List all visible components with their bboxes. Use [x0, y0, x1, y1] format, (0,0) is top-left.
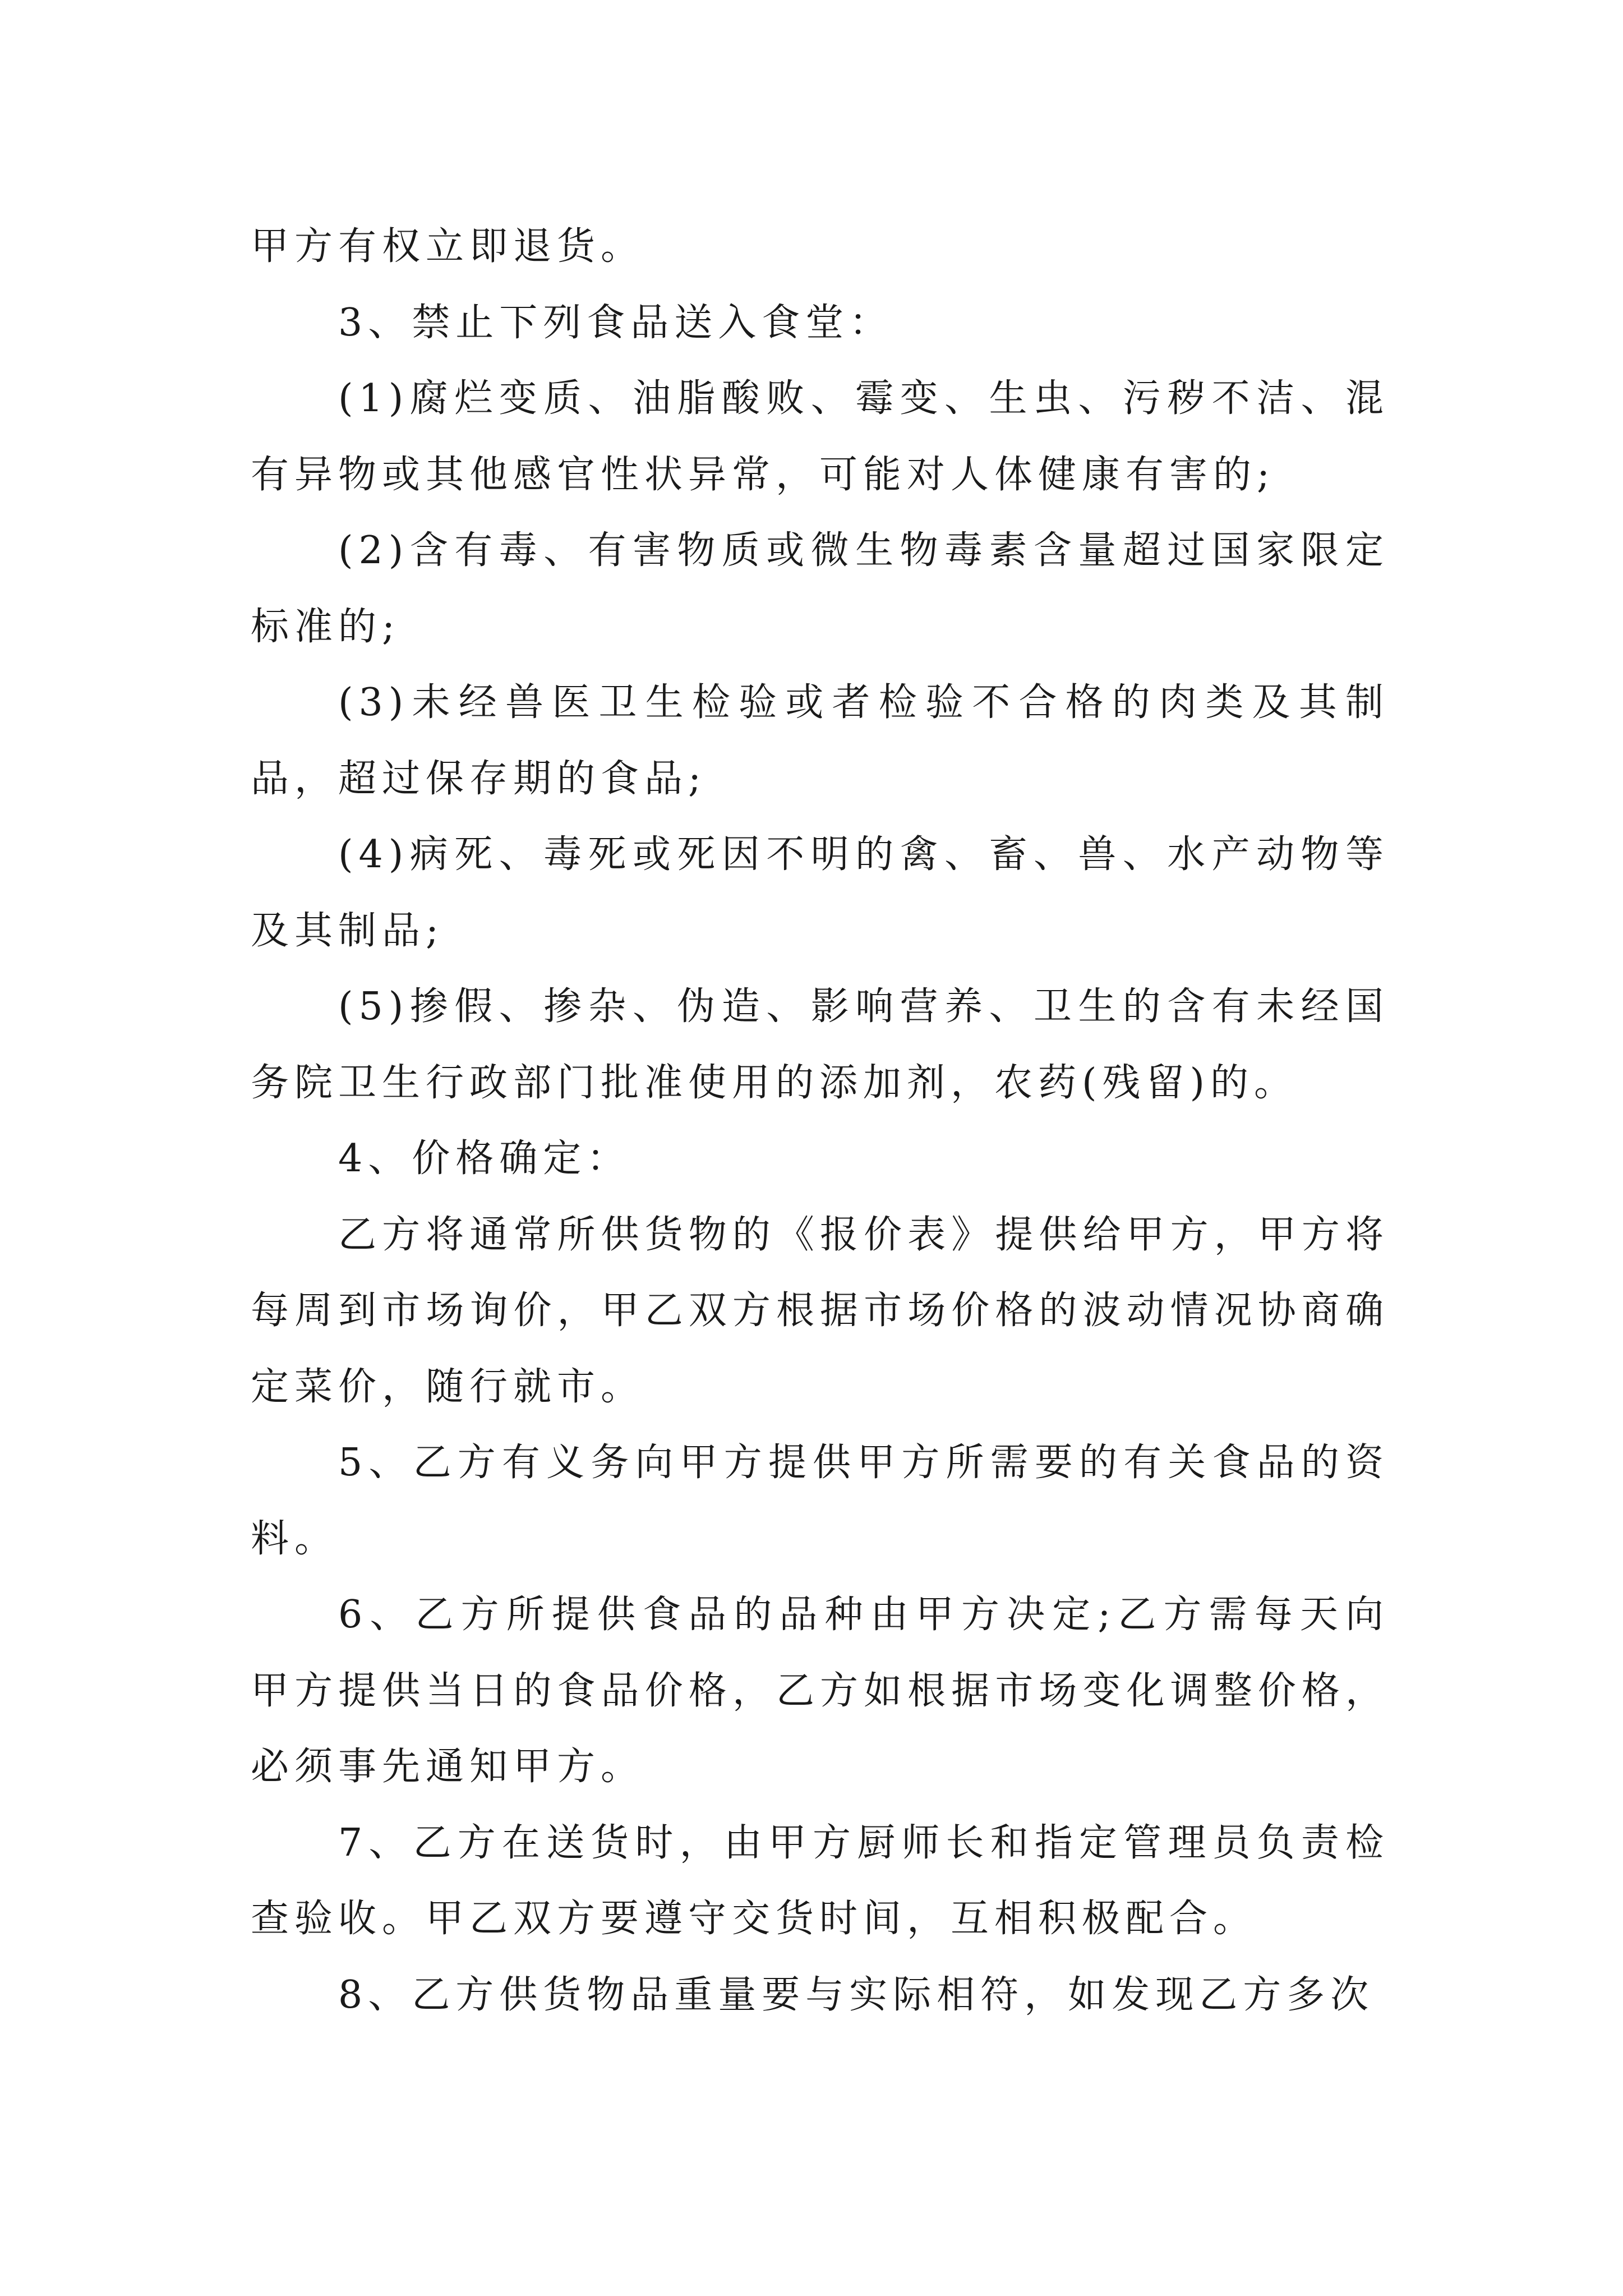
- paragraph-1: 甲方有权立即退货。: [251, 224, 645, 269]
- paragraph-8: 4、价格确定：: [338, 1137, 631, 1181]
- document-body: [251, 209, 1389, 2033]
- paragraph-10: 5、乙方有义务向甲方提供甲方所需要的有关食品的资料。: [251, 1441, 1389, 1561]
- paragraph-12: 7、乙方在送货时，由甲方厨师长和指定管理员负责检查验收。甲乙双方要遵守交货时间，互相积极配合。: [251, 1820, 1389, 1941]
- paragraph-5: (3)未经兽医卫生检验或者检验不合格的肉类及其制品，超过保存期的食品;: [251, 680, 1389, 801]
- paragraph-7: (5)掺假、掺杂、伪造、影响营养、卫生的含有未经国务院卫生行政部门批准使用的添加剂，农药(残留)的。: [251, 984, 1389, 1105]
- paragraph-4: (2)含有毒、有害物质或微生物毒素含量超过国家限定标准的;: [251, 528, 1389, 649]
- paragraph-13: 8、乙方供货物品重量要与实际相符，如发现乙方多次: [338, 1972, 1375, 2017]
- paragraph-6: (4)病死、毒死或死因不明的禽、畜、兽、水产动物等及其制品;: [251, 832, 1389, 953]
- paragraph-11: 6、乙方所提供食品的品种由甲方决定;乙方需每天向甲方提供当日的食品价格，乙方如根据市场变化调整价格，必须事先通知甲方。: [251, 1593, 1389, 1789]
- paragraph-9: 乙方将通常所供货物的《报价表》提供给甲方，甲方将每周到市场询价，甲乙双方根据市场价格的波动情况协商确定菜价，随行就市。: [251, 1212, 1389, 1409]
- paragraph-2: 3、禁止下列食品送入食堂：: [338, 300, 893, 345]
- paragraph-3: (1)腐烂变质、油脂酸败、霉变、生虫、污秽不洁、混有异物或其他感官性状异常，可能对人体健康有害的;: [251, 376, 1389, 497]
